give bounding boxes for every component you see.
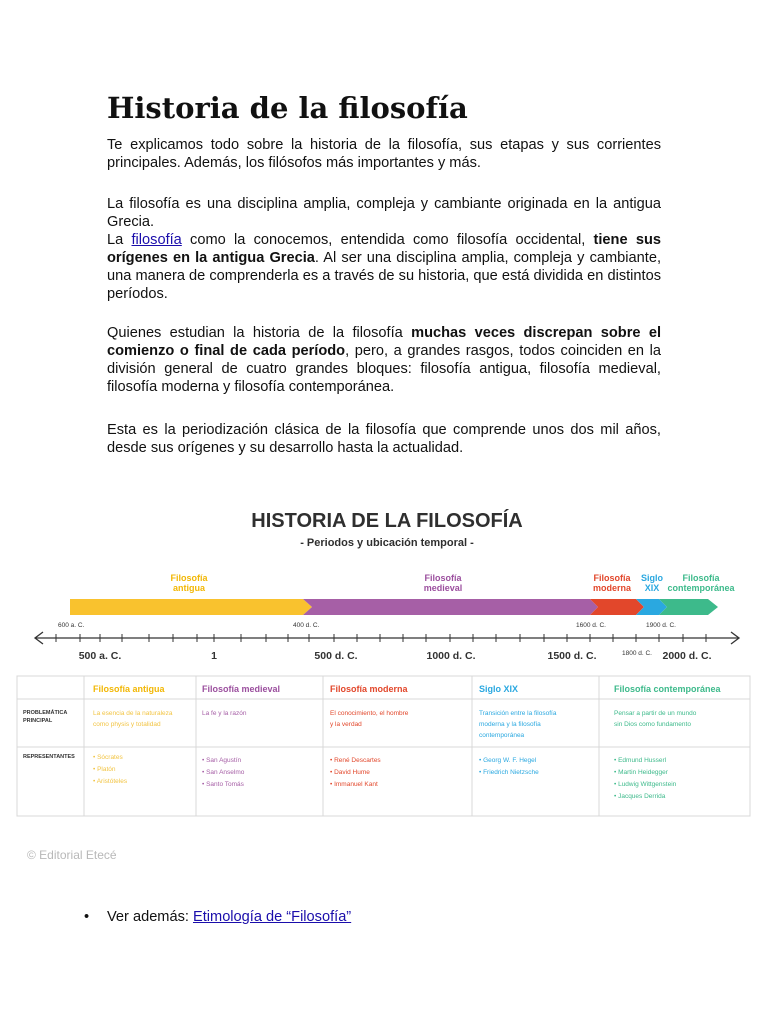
axis-label-500ac: 500 a. C.	[78, 650, 122, 662]
rep-moderna-3: • Immanuel Kant	[330, 781, 378, 788]
rep-moderna-1: • René Descartes	[330, 757, 381, 764]
rep-xix-2: • Friedrich Nietzsche	[479, 769, 539, 776]
problem-xix-1: Transición entre la filosofía	[479, 710, 557, 717]
rep-antigua-3: • Aristóteles	[93, 778, 128, 785]
origins-text-c: . Al ser una disciplina amplia, compleja y cambiante, una manera de comprenderla es a través de su historia, que está dividida en distintos períodos.	[107, 250, 661, 302]
boundary-label-1600dc: 1600 d. C.	[576, 622, 606, 629]
axis-label-1500dc: 1500 d. C.	[547, 650, 597, 662]
period-bar-contemporanea	[659, 599, 718, 615]
rep-contemporanea-3: • Ludwig Wittgenstein	[614, 781, 677, 788]
period-label-xix-1: Siglo	[641, 573, 663, 583]
problem-medieval-1: La fe y la razón	[202, 710, 247, 717]
image-credit: © Editorial Etecé	[27, 848, 117, 862]
rep-antigua-2: • Platón	[93, 766, 116, 773]
period-bar-antigua	[70, 599, 312, 615]
period-label-contemporanea-1: Filosofía	[682, 573, 720, 583]
periods-bold: muchas veces discrepan sobre el comienzo o final de cada período	[107, 325, 662, 359]
period-label-medieval-1: Filosofía	[424, 573, 462, 583]
periods-text-b: , pero, a grandes rasgos, todos coinciden en la división general de cuatro grandes bloques: filosofía antigua, filosofía medieval, filosofía moderna y filosofía contemporánea.	[107, 343, 662, 395]
problem-antigua-2: como physis y totalidad	[93, 721, 161, 728]
axis-label-1800dc: 1800 d. C.	[622, 650, 652, 657]
table-header-xix: Siglo XIX	[479, 684, 519, 694]
periodization-paragraph: Esta es la periodización clásica de la filosofía que comprende unos dos mil años, desde sus orígenes y su desarrollo hasta la actualidad.	[107, 422, 661, 456]
etimologia-link[interactable]: Etimología de “Filosofía”	[193, 909, 352, 925]
problem-moderna-1: El conocimiento, el hombre	[330, 710, 409, 717]
infographic-title: HISTORIA DE LA FILOSOFÍA	[251, 510, 523, 532]
filosofia-link[interactable]: filosofía	[131, 232, 182, 248]
boundary-label-1900dc: 1900 d. C.	[646, 622, 676, 629]
origins-text-a: La	[107, 232, 132, 248]
problem-moderna-2: y la verdad	[330, 721, 362, 728]
problem-antigua-1: La esencia de la naturaleza	[93, 710, 173, 717]
rep-antigua-1: • Sócrates	[93, 754, 123, 761]
rep-xix-1: • Georg W. F. Hegel	[479, 757, 537, 764]
infographic-subtitle: - Periodos y ubicación temporal -	[300, 537, 474, 549]
problem-xix-3: contemporánea	[479, 732, 525, 739]
summary-paragraph: La filosofía es una disciplina amplia, compleja y cambiante originada en la antigua Grecia.	[107, 196, 661, 230]
rep-contemporanea-1: • Edmund Husserl	[614, 757, 667, 764]
row-label-representantes: REPRESENTANTES	[23, 754, 75, 760]
row-label-problematica-2: PRINCIPAL	[23, 718, 53, 724]
rep-moderna-2: • David Hume	[330, 769, 370, 776]
origins-text-b: como la conocemos, entendida como filosofía occidental,	[181, 232, 594, 248]
boundary-label-400dc: 400 d. C.	[293, 622, 320, 629]
origins-bold: tiene sus orígenes en la antigua Grecia	[107, 232, 661, 266]
see-also-label: Ver además:	[107, 909, 193, 925]
rep-contemporanea-4: • Jacques Derrida	[614, 793, 666, 800]
intro-paragraph: Te explicamos todo sobre la historia de la filosofía, sus etapas y sus corrientes principales. Además, los filósofos más importantes y más.	[107, 137, 661, 171]
period-label-antigua-2: antigua	[172, 583, 206, 593]
table-header-moderna: Filosofía moderna	[330, 684, 408, 694]
problem-contemporanea-1: Pensar a partir de un mundo	[614, 710, 697, 717]
problem-contemporanea-2: sin Dios como fundamento	[614, 721, 691, 728]
period-label-xix-2: XIX	[644, 583, 660, 593]
rep-contemporanea-2: • Martin Heidegger	[614, 769, 668, 776]
periods-text-a: Quienes estudian la historia de la filosofía	[107, 325, 412, 341]
period-label-antigua-1: Filosofía	[170, 573, 208, 583]
boundary-label-600ac: 600 a. C.	[58, 622, 85, 629]
problem-xix-2: moderna y la filosofía	[479, 721, 541, 728]
period-bar-moderna	[590, 599, 644, 615]
period-label-medieval-2: medieval	[423, 583, 463, 593]
table-header-medieval: Filosofía medieval	[202, 684, 281, 694]
table-header-contemporanea: Filosofía contemporánea	[614, 684, 721, 694]
table-header-antigua: Filosofía antigua	[93, 684, 165, 694]
bullet-icon: •	[84, 909, 90, 925]
period-bar-medieval	[303, 599, 598, 615]
axis-label-1: 1	[211, 650, 217, 662]
period-label-moderna-1: Filosofía	[593, 573, 631, 583]
see-also-item	[84, 907, 351, 927]
rep-medieval-2: • San Anselmo	[202, 769, 245, 776]
periods-paragraph	[107, 324, 661, 396]
period-label-moderna-2: moderna	[592, 583, 632, 593]
rep-medieval-1: • San Agustín	[202, 757, 242, 764]
row-label-problematica-1: PROBLEMÁTICA	[23, 710, 68, 716]
axis-label-2000dc: 2000 d. C.	[662, 650, 712, 662]
axis-label-1000dc: 1000 d. C.	[426, 650, 476, 662]
origins-paragraph	[107, 231, 661, 303]
philosophy-timeline-infographic	[16, 498, 752, 818]
page-title: Historia de la filosofía	[107, 91, 468, 125]
rep-medieval-3: • Santo Tomás	[202, 781, 244, 788]
period-label-contemporanea-2: contemporánea	[667, 583, 735, 593]
axis-label-500dc: 500 d. C.	[314, 650, 358, 662]
